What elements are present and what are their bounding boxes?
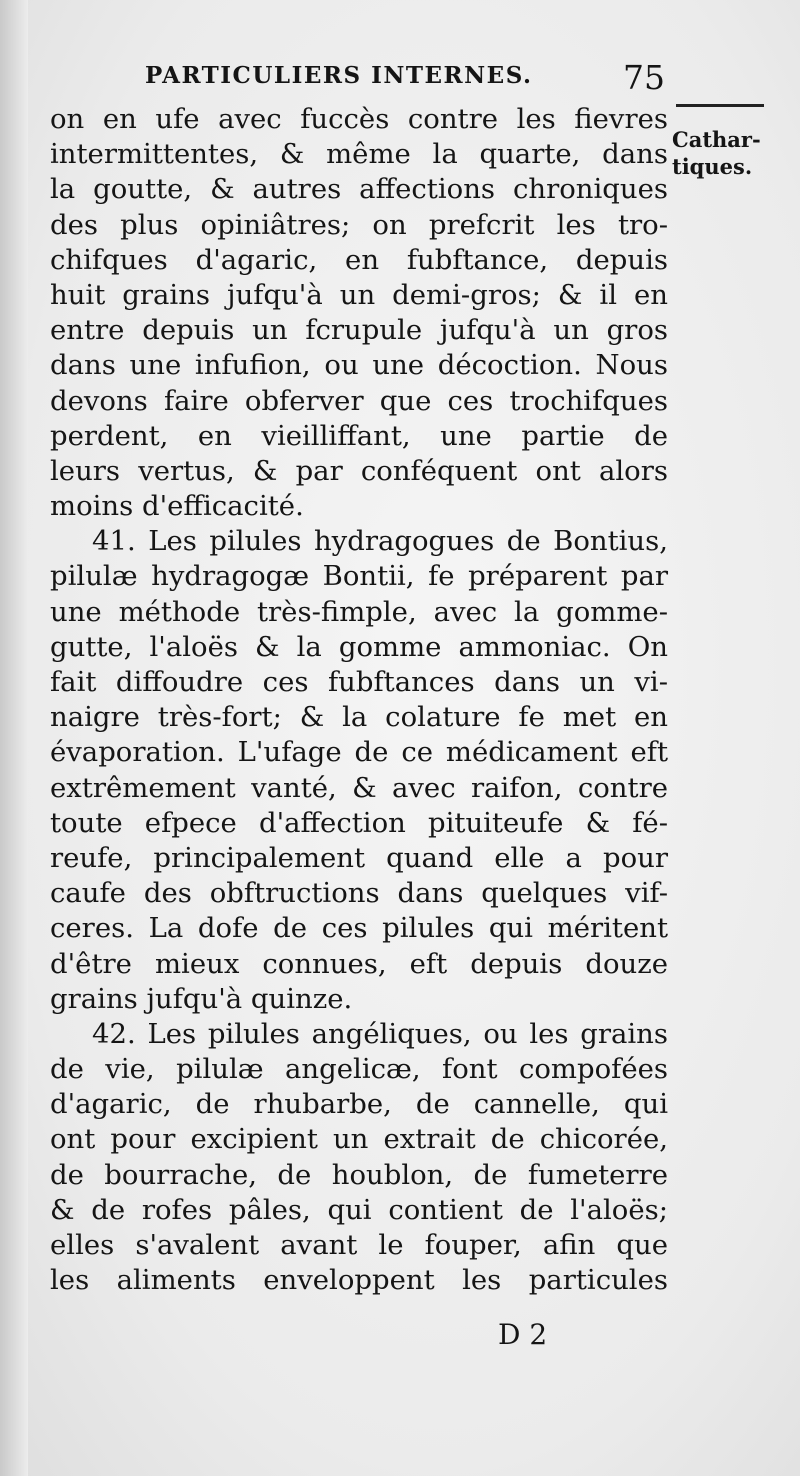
text-line: 42. Les pilules angéliques, ou les grains [92,1017,668,1050]
text-line: évaporation. L'ufage de ce médicament eft [50,736,668,769]
text-line: de bourrache, de houblon, de fumeterre [50,1158,668,1191]
text-line: grains jufqu'à quinze. [50,982,353,1015]
text-line: pilulæ hydragogæ Bontii, fe préparent par [50,560,668,593]
text-line: d'agaric, de rhubarbe, de cannelle, qui [50,1088,668,1121]
text-line: de vie, pilulæ angelicæ, font compofées [50,1053,668,1086]
text-line: & de rofes pâles, qui contient de l'aloës; [50,1193,668,1226]
running-head: PARTICULIERS INTERNES. [145,62,533,89]
text-line: une méthode très-fimple, avec la gomme- [50,595,668,628]
text-line: naigre très-fort; & la colature fe met en [50,701,668,734]
text-line: elles s'avalent avant le fouper, afin que [50,1229,668,1261]
margin-note-line: Cathar- [672,127,761,152]
page-gutter-shadow [0,0,28,1476]
text-line: dans une infufion, ou une décoction. Nous [50,349,668,382]
text-line: extrêmement vanté, & avec raifon, contre [50,771,668,804]
text-line: on en ufe avec fuccès contre les fievres [50,103,668,135]
text-line: les aliments enveloppent les particules [50,1264,668,1297]
page-header [145,58,665,102]
text-line: fait diffoudre ces fubftances dans un vi- [50,666,668,698]
margin-note [672,126,797,180]
text-line: intermittentes, & même la quarte, dans [50,138,668,171]
text-line: reufe, principalement quand elle a pour [50,841,668,874]
text-line: la goutte, & autres affections chroniques [50,173,668,206]
text-line: leurs vertus, & par conféquent ont alors [50,454,668,487]
text-line: ont pour excipient un extrait de chicorée, [50,1123,668,1156]
text-line: devons faire obferver que ces trochifques [50,384,668,417]
text-line: ceres. La dofe de ces pilules qui méritent [50,912,668,945]
text-line: 41. Les pilules hydragogues de Bontius, [92,525,668,558]
signature-mark: D 2 [498,1318,548,1351]
margin-note-line: tiques. [672,154,753,179]
margin-rule [676,104,764,107]
text-line: entre depuis un fcrupule jufqu'à un gros [50,314,668,347]
text-line: gutte, l'aloës & la gomme ammoniac. On [50,630,668,663]
text-line: moins d'efficacité. [50,490,304,523]
text-line: caufe des obftructions dans quelques vif- [50,877,668,910]
text-line: huit grains jufqu'à un demi-gros; & il en [50,278,668,311]
text-line: perdent, en vieilliffant, une partie de [50,419,668,452]
body-text [50,102,668,1298]
text-line: d'être mieux connues, eft depuis douze [50,947,668,980]
text-line: toute efpece d'affection pituiteufe & fé- [50,806,668,839]
page-number: 75 [623,58,665,97]
text-line: des plus opiniâtres; on prefcrit les tro- [50,208,668,241]
text-line: chifques d'agaric, en fubftance, depuis [50,243,668,276]
